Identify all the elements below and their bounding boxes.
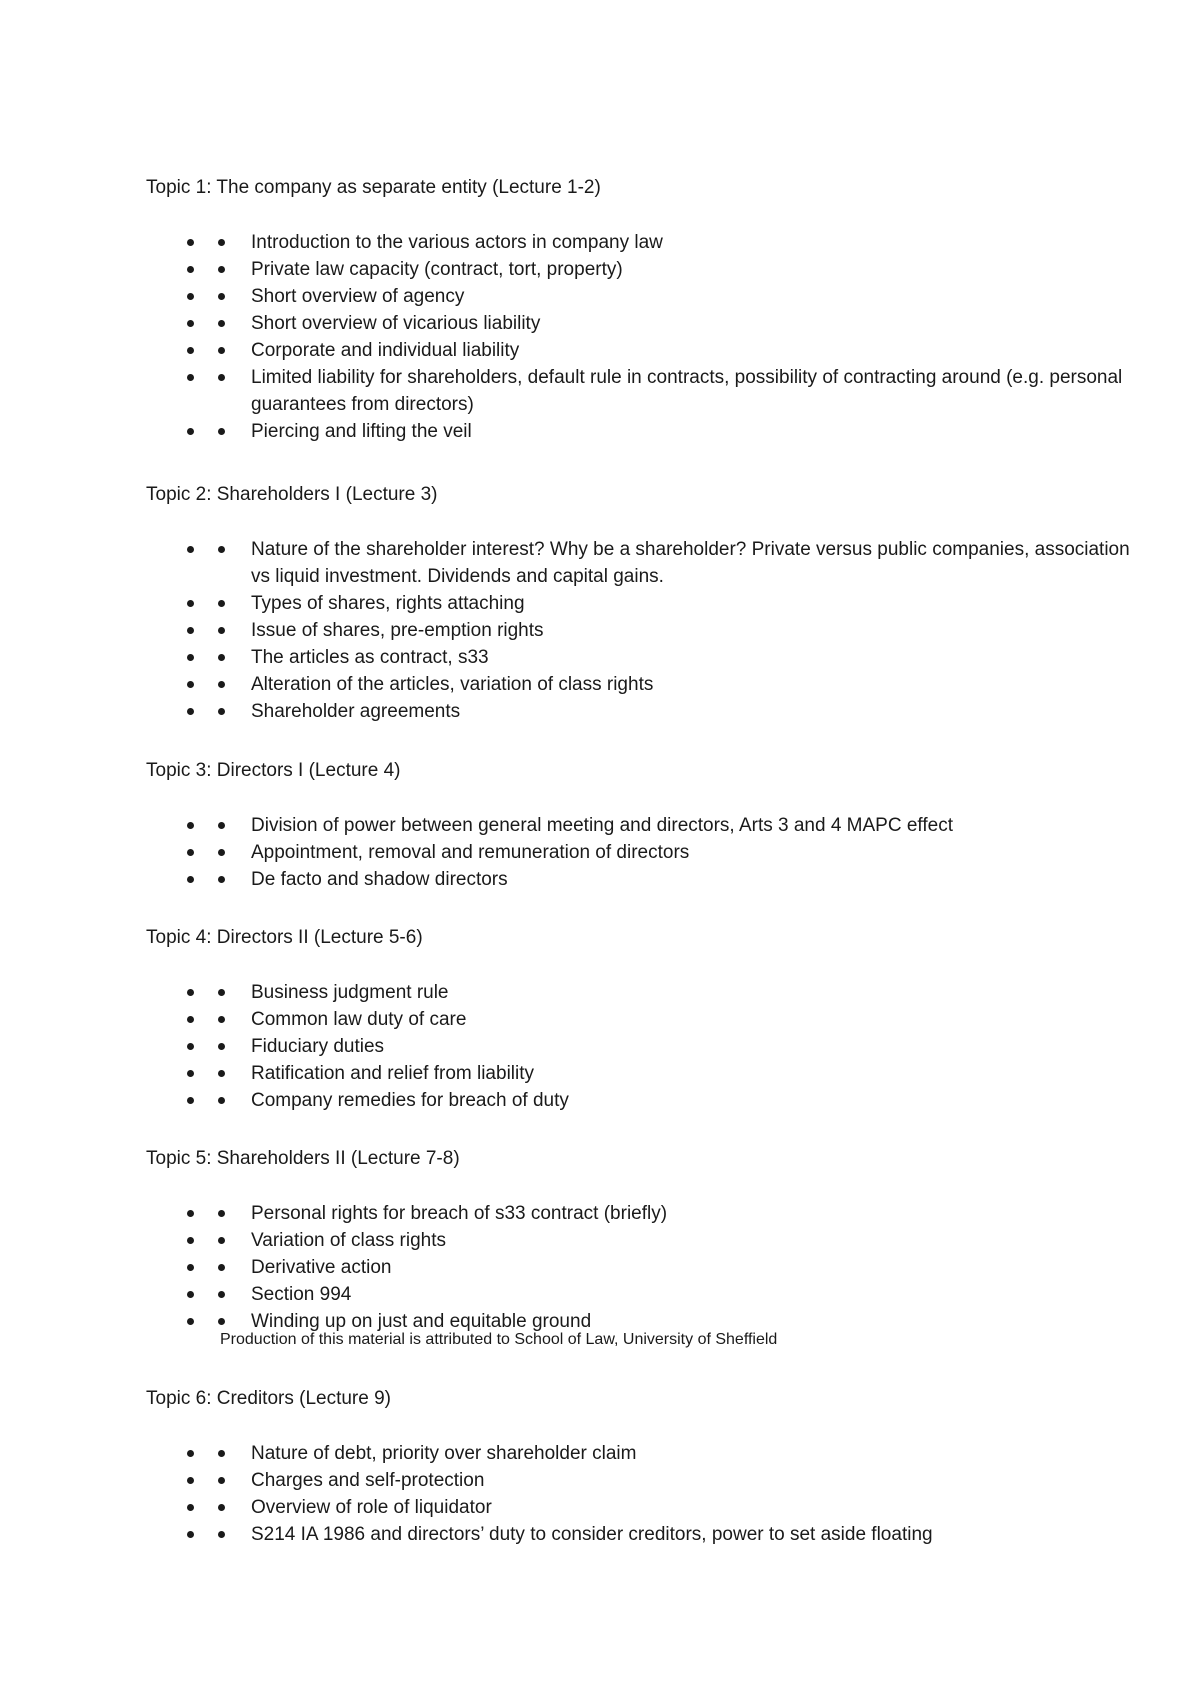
list-item-text: Short overview of agency	[251, 286, 465, 307]
bullet-icon	[218, 654, 225, 661]
bullet-icon	[187, 320, 194, 327]
list-item-text: Common law duty of care	[251, 1009, 467, 1030]
list-item-text: Types of shares, rights attaching	[251, 593, 525, 614]
list-item-text: Nature of the shareholder interest? Why be a shareholder? Private versus public companies, association vs liquid investment. Dividends and capital gains.	[251, 539, 1130, 587]
list-item-text: Shareholder agreements	[251, 701, 461, 722]
list-item-text: The articles as contract, s33	[251, 647, 489, 668]
topic-title: Topic 3: Directors I (Lecture 4)	[146, 760, 401, 781]
topic-5	[146, 1145, 1146, 1335]
bullet-icon	[187, 849, 194, 856]
bullet-icon	[218, 347, 225, 354]
bullet-icon	[187, 1318, 194, 1325]
bullet-icon	[187, 876, 194, 883]
list-item	[146, 283, 1146, 310]
list-item-text: Section 994	[251, 1284, 352, 1305]
bullet-icon	[218, 546, 225, 553]
list-item-text: Nature of debt, priority over shareholder claim	[251, 1443, 637, 1464]
bullet-icon	[218, 822, 225, 829]
bullet-icon	[187, 1291, 194, 1298]
bullet-icon	[187, 293, 194, 300]
bullet-icon	[187, 239, 194, 246]
topic-list	[146, 536, 1146, 725]
list-item	[146, 812, 1146, 839]
topic-list	[146, 1200, 1146, 1335]
list-item	[146, 866, 1146, 893]
bullet-icon	[218, 600, 225, 607]
list-item	[146, 1006, 1146, 1033]
list-item	[146, 671, 1146, 698]
bullet-icon	[218, 1210, 225, 1217]
bullet-icon	[218, 1450, 225, 1457]
bullet-icon	[187, 1450, 194, 1457]
list-item-text: Division of power between general meeting and directors, Arts 3 and 4 MAPC effect	[251, 815, 953, 836]
list-item	[146, 1060, 1146, 1087]
bullet-icon	[187, 989, 194, 996]
bullet-icon	[187, 654, 194, 661]
bullet-icon	[187, 1531, 194, 1538]
bullet-icon	[187, 681, 194, 688]
bullet-icon	[187, 1504, 194, 1511]
list-item-text: Personal rights for breach of s33 contract (briefly)	[251, 1203, 668, 1224]
bullet-icon	[218, 428, 225, 435]
list-item-text: Issue of shares, pre-emption rights	[251, 620, 544, 641]
bullet-icon	[187, 1210, 194, 1217]
list-item-text: Overview of role of liquidator	[251, 1497, 492, 1518]
topic-title: Topic 6: Creditors (Lecture 9)	[146, 1388, 391, 1409]
list-item-text: De facto and shadow directors	[251, 869, 508, 890]
attribution-note: Production of this material is attributed to School of Law, University of Sheffield	[220, 1331, 778, 1348]
bullet-icon	[218, 708, 225, 715]
topic-title: Topic 4: Directors II (Lecture 5-6)	[146, 927, 423, 948]
list-item	[146, 256, 1146, 283]
list-item-text: Charges and self-protection	[251, 1470, 485, 1491]
list-item	[146, 1033, 1146, 1060]
bullet-icon	[218, 239, 225, 246]
topic-6	[146, 1385, 1146, 1548]
topic-2	[146, 481, 1146, 725]
bullet-icon	[218, 1477, 225, 1484]
list-item-text: Variation of class rights	[251, 1230, 447, 1251]
bullet-icon	[218, 1531, 225, 1538]
list-item-text: Alteration of the articles, variation of class rights	[251, 674, 654, 695]
bullet-icon	[187, 822, 194, 829]
list-item	[146, 1467, 1146, 1494]
topic-title: Topic 5: Shareholders II (Lecture 7-8)	[146, 1148, 460, 1169]
list-item-text: Introduction to the various actors in company law	[251, 232, 663, 253]
bullet-icon	[218, 1291, 225, 1298]
bullet-icon	[187, 1016, 194, 1023]
bullet-icon	[218, 374, 225, 381]
bullet-icon	[187, 266, 194, 273]
bullet-icon	[187, 627, 194, 634]
list-item	[146, 590, 1146, 617]
list-item-text: Winding up on just and equitable ground	[251, 1311, 592, 1332]
list-item-text: Fiduciary duties	[251, 1036, 385, 1057]
bullet-icon	[218, 1016, 225, 1023]
list-item	[146, 310, 1146, 337]
list-item	[146, 698, 1146, 725]
list-item-text: Business judgment rule	[251, 982, 449, 1003]
bullet-icon	[187, 347, 194, 354]
bullet-icon	[187, 1043, 194, 1050]
list-item-text: Ratification and relief from liability	[251, 1063, 535, 1084]
list-item-text: Private law capacity (contract, tort, property)	[251, 259, 623, 280]
topic-3	[146, 757, 1146, 893]
bullet-icon	[218, 681, 225, 688]
bullet-icon	[187, 1070, 194, 1077]
bullet-icon	[218, 1264, 225, 1271]
bullet-icon	[218, 1318, 225, 1325]
list-item	[146, 337, 1146, 364]
bullet-icon	[218, 293, 225, 300]
list-item	[146, 839, 1146, 866]
bullet-icon	[218, 989, 225, 996]
list-item	[146, 1227, 1146, 1254]
list-item-text: Short overview of vicarious liability	[251, 313, 541, 334]
bullet-icon	[187, 708, 194, 715]
list-item	[146, 1200, 1146, 1227]
list-item	[146, 1440, 1146, 1467]
list-item	[146, 1254, 1146, 1281]
bullet-icon	[218, 1070, 225, 1077]
bullet-icon	[187, 546, 194, 553]
list-item	[146, 1494, 1146, 1521]
bullet-icon	[218, 876, 225, 883]
bullet-icon	[187, 1237, 194, 1244]
list-item	[146, 418, 1146, 445]
list-item	[146, 1521, 1146, 1548]
bullet-icon	[218, 1043, 225, 1050]
bullet-icon	[187, 1477, 194, 1484]
list-item	[146, 536, 1146, 590]
bullet-icon	[218, 266, 225, 273]
bullet-icon	[187, 1264, 194, 1271]
list-item-text: Limited liability for shareholders, default rule in contracts, possibility of contracting around (e.g. personal guarantees from directors)	[251, 367, 1123, 415]
list-item-text: Piercing and lifting the veil	[251, 421, 472, 442]
bullet-icon	[218, 849, 225, 856]
list-item-text: Appointment, removal and remuneration of directors	[251, 842, 690, 863]
list-item	[146, 644, 1146, 671]
list-item-text: Corporate and individual liability	[251, 340, 520, 361]
bullet-icon	[218, 627, 225, 634]
topic-title: Topic 1: The company as separate entity (Lecture 1-2)	[146, 177, 601, 198]
list-item-text: Derivative action	[251, 1257, 392, 1278]
bullet-icon	[187, 374, 194, 381]
list-item	[146, 617, 1146, 644]
bullet-icon	[218, 1237, 225, 1244]
list-item	[146, 364, 1146, 418]
topic-list	[146, 812, 1146, 893]
list-item	[146, 1087, 1146, 1114]
topic-list	[146, 979, 1146, 1114]
bullet-icon	[187, 428, 194, 435]
topic-list	[146, 229, 1146, 445]
list-item	[146, 229, 1146, 256]
topic-4	[146, 924, 1146, 1114]
list-item-text: S214 IA 1986 and directors’ duty to consider creditors, power to set aside floating	[251, 1524, 933, 1545]
topic-title: Topic 2: Shareholders I (Lecture 3)	[146, 484, 438, 505]
topic-list	[146, 1440, 1146, 1548]
bullet-icon	[187, 600, 194, 607]
bullet-icon	[218, 1504, 225, 1511]
list-item-text: Company remedies for breach of duty	[251, 1090, 569, 1111]
list-item	[146, 979, 1146, 1006]
list-item	[146, 1281, 1146, 1308]
bullet-icon	[187, 1097, 194, 1104]
bullet-icon	[218, 320, 225, 327]
bullet-icon	[218, 1097, 225, 1104]
topic-1	[146, 174, 1146, 445]
